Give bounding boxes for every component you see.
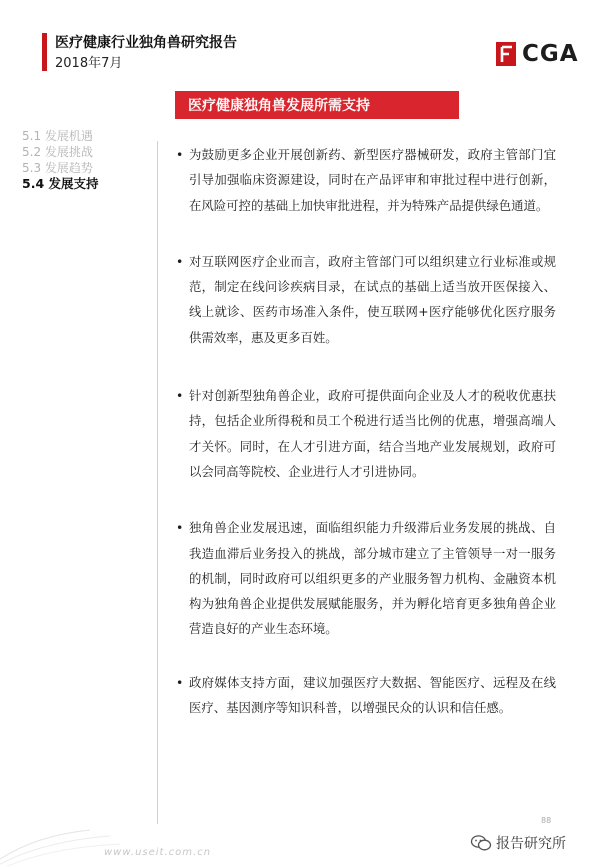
report-title: 医疗健康行业独角兽研究报告 bbox=[55, 35, 237, 51]
section-toc bbox=[22, 128, 99, 192]
bullet-item: • 独角兽企业发展迅速，面临组织能力升级滞后业务发展的挑战、自我造血滞后业务投入的挑战，部分城市建立了主管领导一对一服务的机制，同时政府可以组织更多的产业服务智力机构、金融资本机构为独角兽企业提供发展赋能服务，并为孵化培育更多独角兽企业营造良好的产业生态环境。 bbox=[176, 515, 556, 641]
report-date: 2018年7月 bbox=[55, 56, 123, 71]
bullet-item: • 政府媒体支持方面，建议加强医疗大数据、智能医疗、远程及在线医疗、基因测序等知识科普，以增强民众的认识和信任感。 bbox=[176, 670, 556, 721]
bullet-item: • 针对创新型独角兽企业，政府可提供面向企业及人才的税收优惠扶持，包括企业所得税和员工个税进行适当比例的优惠，增强高端人才关怀。同时，在人才引进方面，结合当地产业发展规划，政府可以会同高等院校、企业进行人才引进协同。 bbox=[176, 383, 556, 484]
cga-logo-icon bbox=[494, 40, 518, 68]
wechat-account[interactable] bbox=[470, 832, 590, 856]
page-number: 88 bbox=[541, 816, 552, 825]
wechat-account-name: 报告研究所 bbox=[496, 836, 566, 852]
toc-item-5-3[interactable]: 5.3 发展趋势 bbox=[22, 161, 93, 175]
wechat-icon bbox=[470, 834, 492, 852]
bullet-item: • 对互联网医疗企业而言，政府主管部门可以组织建立行业标准或规范，制定在线问诊疾病目录，在试点的基础上适当放开医保接入、线上就诊、医药市场准入条件，使互联网+医疗能够优化医疗服务供需效率，惠及更多百姓。 bbox=[176, 249, 556, 350]
cga-logo bbox=[494, 40, 579, 68]
section-banner bbox=[175, 91, 459, 119]
logo-text: CGA bbox=[522, 41, 579, 67]
header-accent-bar bbox=[42, 33, 47, 71]
toc-item-5-1[interactable]: 5.1 发展机遇 bbox=[22, 129, 93, 143]
watermark-url: www.useit.com.cn bbox=[104, 847, 212, 858]
divider-line bbox=[157, 141, 158, 824]
bullet-list bbox=[176, 142, 556, 748]
section-banner-title: 医疗健康独角兽发展所需支持 bbox=[188, 98, 370, 114]
bullet-item: • 为鼓励更多企业开展创新药、新型医疗器械研发，政府主管部门宜引导加强临床资源建设，同时在产品评审和审批过程中进行创新，在风险可控的基础上加快审批进程，并为特殊产品提供绿色通道。 bbox=[176, 142, 556, 218]
toc-item-5-2[interactable]: 5.2 发展挑战 bbox=[22, 145, 93, 159]
toc-item-5-4[interactable]: 5.4 发展支持 bbox=[22, 176, 99, 191]
decorative-arcs bbox=[0, 826, 120, 866]
